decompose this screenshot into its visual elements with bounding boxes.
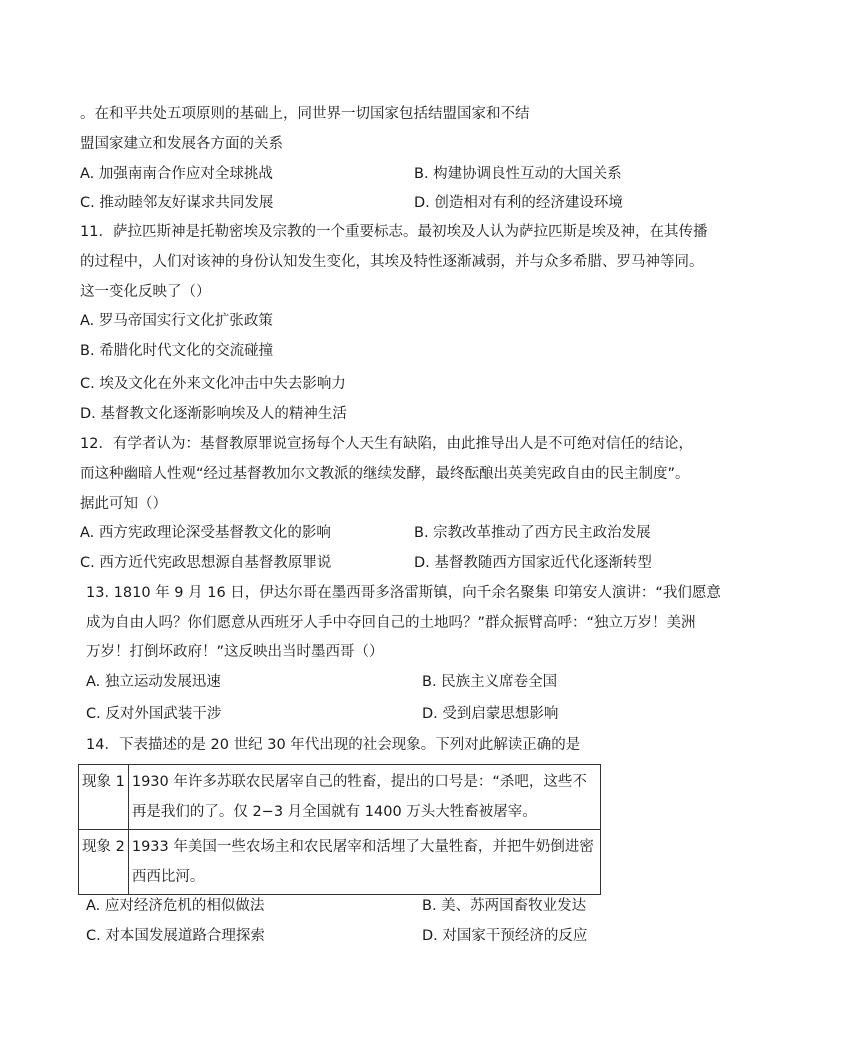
table-row-text: 1933 年美国一些农场主和农民屠宰和活埋了大量牲畜，并把牛奶倒进密西西比河。 xyxy=(128,830,600,895)
q10-stem-line-2: 盟国家建立和发展各方面的关系 xyxy=(80,136,283,152)
q10-option-d: D. 创造相对有利的经济建设环境 xyxy=(414,195,623,211)
table-row xyxy=(79,830,601,895)
table-row-label: 现象 2 xyxy=(79,830,129,895)
q11-option-a: A. 罗马帝国实行文化扩张政策 xyxy=(80,313,273,329)
q13-stem-line-2: 成为自由人吗？你们愿意从西班牙人手中夺回自己的土地吗？”群众振臂高呼：“独立万岁！美洲 xyxy=(86,615,696,631)
q12-option-a: A. 西方宪政理论深受基督教文化的影响 xyxy=(80,525,331,541)
q11-option-d: D. 基督教文化逐渐影响埃及人的精神生活 xyxy=(80,406,347,422)
q11-option-c: C. 埃及文化在外来文化冲击中失去影响力 xyxy=(80,376,346,392)
q10-option-b: B. 构建协调良性互动的大国关系 xyxy=(414,166,622,182)
q14-stem-line-1: 14．下表描述的是 20 世纪 30 年代出现的社会现象。下列对此解读正确的是 xyxy=(86,737,581,753)
q12-stem-line-1: 12．有学者认为：基督教原罪说宣扬每个人天生有缺陷，由此推导出人是不可绝对信任的结论， xyxy=(80,436,693,452)
q13-option-c: C. 反对外国武装干涉 xyxy=(86,706,222,722)
phenomena-table xyxy=(78,764,601,895)
q14-option-d: D. 对国家干预经济的反应 xyxy=(422,928,588,944)
q14-option-c: C. 对本国发展道路合理探索 xyxy=(86,928,265,944)
q12-option-c: C. 西方近代宪政思想源自基督教原罪说 xyxy=(80,555,332,571)
q12-option-d: D. 基督教随西方国家近代化逐渐转型 xyxy=(414,555,652,571)
q11-stem-line-1: 11．萨拉匹斯神是托勒密埃及宗教的一个重要标志。最初埃及人认为萨拉匹斯是埃及神，在其传播 xyxy=(80,224,708,240)
table-row-text: 1930 年许多苏联农民屠宰自己的牲畜，提出的口号是：“杀吧，这些不再是我们的了。仅 2−3 月全国就有 1400 万头大牲畜被屠宰。 xyxy=(128,765,600,830)
q13-stem-line-3: 万岁！打倒坏政府！”这反映出当时墨西哥（） xyxy=(86,644,384,660)
q10-option-c: C. 推动睦邻友好谋求共同发展 xyxy=(80,195,274,211)
table-row-label: 现象 1 xyxy=(79,765,129,830)
q14-option-b: B. 美、苏两国畜牧业发达 xyxy=(422,898,587,914)
q11-stem-line-3: 这一变化反映了（） xyxy=(80,284,211,300)
q11-option-b: B. 希腊化时代文化的交流碰撞 xyxy=(80,343,274,359)
q12-stem-line-3: 据此可知（） xyxy=(80,496,167,512)
q11-stem-line-2: 的过程中，人们对该神的身份认知发生变化，其埃及特性逐渐减弱，并与众多希腊、罗马神等同。 xyxy=(80,254,704,270)
q14-option-a: A. 应对经济危机的相似做法 xyxy=(86,898,265,914)
q10-stem-line-1: 。在和平共处五项原则的基础上，同世界一切国家包括结盟国家和不结 xyxy=(80,106,530,122)
q12-option-b: B. 宗教改革推动了西方民主政治发展 xyxy=(414,525,651,541)
q13-option-a: A. 独立运动发展迅速 xyxy=(86,674,221,690)
q10-option-a: A. 加强南南合作应对全球挑战 xyxy=(80,166,273,182)
q12-stem-line-2: 而这种幽暗人性观“经过基督教加尔文教派的继续发酵，最终酝酿出英美宪政自由的民主制度”。 xyxy=(80,466,690,482)
q13-stem-line-1: 13. 1810 年 9 月 16 日，伊达尔哥在墨西哥多洛雷斯镇，向千余名聚集 印第安人演讲：“我们愿意 xyxy=(86,585,721,601)
table-row xyxy=(79,765,601,830)
q13-option-b: B. 民族主义席卷全国 xyxy=(422,674,558,690)
q13-option-d: D. 受到启蒙思想影响 xyxy=(422,706,559,722)
